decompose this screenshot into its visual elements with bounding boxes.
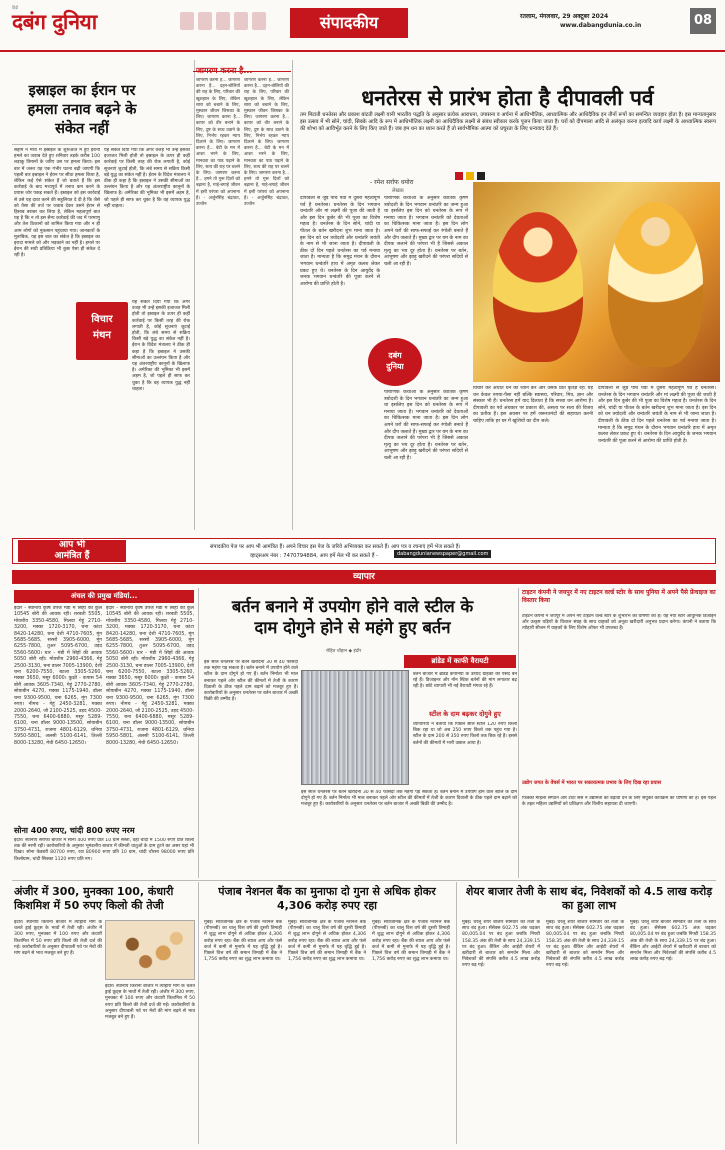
steel-utensils-photo: [301, 670, 409, 785]
pnb-col1: मुंबई। सार्वजनिक क्षेत्र के पंजाब नेशनल बैंक (पीएनबी) का चालू वित्त वर्ष की दूसरी तिमाही में शुद्ध लाभ दोगुने से अधिक होकर 4,306 करोड़ रुपए रहा। बैंक की ब्याज आय और फंसे कर्ज में कमी से मुनाफे में यह वृद्धि हुई है। पिछले वित्त वर्ष की समान तिमाही में बैंक ने 1,756 करोड़ रुपए का शुद्ध लाभ कमाया था।: [204, 920, 282, 963]
article-byline: रोहित चौहान ◆ इंदौर: [326, 649, 362, 654]
square-mark: [466, 172, 474, 180]
gold-price-headline: सोना 400 रुपए, चांदी 800 रुपए नरम: [14, 826, 135, 835]
author-name: - रमेश सर्राफ धमोरा: [370, 179, 414, 186]
invite-line1: आप भी: [58, 540, 86, 550]
dry-fruit-text: इंदौर। स्थानीय किराना बाजार में त्योहारी मांग के चलते ड्राई फ्रूट्स के भावों में तेजी रही। अंजीर में 300 रुपए, मुनक्का में 100 रुपए और कंधारी किशमिश में 50 रुपए प्रति किलो की तेजी दर्ज की गई। कारोबारियों के अनुसार दीपावली पर्व पर मेवों की मांग बढ़ने से भाव मजबूत बने हुए हैं।: [14, 920, 102, 957]
stock-col2: मुंबई। घरेलू शेयर बाजार सोमवार को तेजी के साथ बंद हुआ। सेंसेक्स 602.75 अंक चढ़कर 80,005.04 पर बंद हुआ जबकि निफ्टी 158.35 अंक की तेजी के साथ 24,339.15 पर बंद हुआ। बैंकिंग और आईटी शेयरों में खरीदारी से बाजार को समर्थन मिला और निवेशकों की संपत्ति करीब 4.5 लाख करोड़ रुपए बढ़ गई।: [546, 920, 624, 969]
column-rule: [518, 588, 519, 878]
section-banner: संपादकीय: [290, 8, 408, 38]
dhanvantari-figure: [608, 202, 703, 367]
editorial-left-col2-cont: यह संकेत दिया गया कि अगर वजह भी उन्हें इसकी इजाजत मिली होती तो इस्राइल के ऊपर ही कहीं कार्रवाई पर किसी तरह की रोक लगाती है, कोई सूचनाएं जुटाई होती, कि लंबे समय से सक्रिय किसी बड़े युद्ध का संकेत नहीं है। ईरान के विदेश मंत्रालय ने ठीक ही कहा है कि इस्राइल ने उसकी सीमाओं का उल्लंघन किया है और यह अंतरराष्ट्रीय कानूनों के खिलाफ है। अमेरिका की भूमिका भी इसमें अहम है, जो पहले ही साफ कर चुका है कि वह व्यापक युद्ध नहीं चाहता।: [132, 300, 190, 392]
pnb-col3: मुंबई। सार्वजनिक क्षेत्र के पंजाब नेशनल बैंक (पीएनबी) का चालू वित्त वर्ष की दूसरी तिमाही में शुद्ध लाभ दोगुने से अधिक होकर 4,306 करोड़ रुपए रहा। बैंक की ब्याज आय और फंसे कर्ज में कमी से मुनाफे में यह वृद्धि हुई है। पिछले वित्त वर्ष की समान तिमाही में बैंक ने 1,756 करोड़ रुपए का शुद्ध लाभ कमाया था।: [372, 920, 450, 963]
column-rule: [456, 882, 457, 1144]
dry-fruit-text-cont: इंदौर। स्थानीय किराना बाजार में त्योहारी मांग के चलते ड्राई फ्रूट्स के भावों में तेजी रही। अंजीर में 300 रुपए, मुनक्का में 100 रुपए और कंधारी किशमिश में 50 रुपए प्रति किलो की तेजी दर्ज की गई। कारोबारियों के अनुसार दीपावली पर्व पर मेवों की मांग बढ़ने से भाव मजबूत बने हुए हैं।: [105, 984, 195, 1021]
steel-price-subhead: स्टील के दाम बढ़कर दोगुने हुए: [429, 710, 501, 718]
ad-text-line1: संपादकीय पेज पर आप भी आमंत्रित हैं। अपने विचार इस पेज के जरिये अभिव्यक्त कर सकते हैं। आप पत्र व रचनाएं हमें भेज सकते हैं।: [210, 544, 461, 550]
ad-text-line2: व्हाट्सअप नंबर : 7470794884, आप हमें मेल भी कर सकते हैं -: [250, 553, 379, 559]
badge-line2: दुनिया: [386, 362, 404, 371]
steel-article-col1: इस साल धनतेरस पर बर्तन खरीदना 30 से 40 फीसदी तक महंगा पड़ सकता है। बर्तन बनाने में उपयोग होने वाले स्टील के दाम दोगुने हो गए हैं। बर्तन निर्माता भी माल बनाकर पहले ओर स्टील की कीमतों में तेजी के कारण दिवाली के ठीक पहले दाम बढ़ाने को मजबूर हुए हैं। कारोबारियों के अनुसार धनतेरस पर बर्तन बाजार में अच्छी बिक्री की उम्मीद है।: [204, 660, 298, 703]
date-line: रतलाम, मंगलवार, 29 अक्टूबर 2024: [520, 13, 609, 20]
deity-illustration: [473, 182, 720, 382]
main-col2-cont: पौराणिक कथाओं के अनुसार कार्तिक कृष्ण त्रयोदशी के दिन भगवान धन्वंतरि का जन्म हुआ था इसलिए इस दिन को धनतेरस के रूप में मनाया जाता है। भगवान धन्वंतरि को देवताओं का चिकित्सक माना जाता है। इस दिन लोग अपने घरों की साफ-सफाई कर रंगोली बनाते हैं और दीप जलाते हैं। मुख्य द्वार पर यम के नाम का दीपक जलाने की परंपरा भी है जिससे अकाल मृत्यु का भय दूर होता है। धनतेरस पर बर्तन, आभूषण और झाड़ू खरीदने की परंपरा सदियों से चली आ रही है।: [384, 390, 468, 461]
logo-tag: हिंदी: [12, 5, 19, 10]
column-rule: [198, 882, 199, 1144]
ad-email[interactable]: dabangdunianewspaper@gmail.com: [394, 550, 491, 558]
branded-text: बर्तन बाजार में ब्रांडेड कंपनियों के उत्पाद ग्राहकों की पसंद बन रहे हैं। डिजाइनर और नॉन स्टिक बर्तनों की मांग लगातार बढ़ रही है। छोटे व्यापारी भी नई वैरायटी मंगवा रहे हैं।: [413, 672, 517, 690]
invite-line2: आमंत्रित हैं: [54, 551, 90, 561]
titan-store-text: टाइटन कंपनी ने जयपुर में अपने नए टाइटन वर्ल्ड स्टोर के शुभारंभ की घोषणा की है। यह नया स्टोर आधुनिक डिजाइन और उत्कृष्ट घड़ियों के विशाल संग्रह के साथ ग्राहकों को अनूठा खरीदारी अनुभव प्रदान करेगा। कंपनी ने बताया कि त्योहारी सीजन में ग्राहकों के लिए विशेष ऑफर भी उपलब्ध हैं।: [522, 614, 716, 632]
steel-article-bottom: इस साल धनतेरस पर बर्तन खरीदना 30 से 40 फीसदी तक महंगा पड़ सकता है। बर्तन बनाने में उपयोग होने वाले स्टील के दाम दोगुने हो गए हैं। बर्तन निर्माता भी माल बनाकर पहले ओर स्टील की कीमतों में तेजी के कारण दिवाली के ठीक पहले दाम बढ़ाने को मजबूर हुए हैं। कारोबारियों के अनुसार धनतेरस पर बर्तन बाजार में अच्छी बिक्री की उम्मीद है।: [301, 790, 517, 808]
main-col1: दीपावली से जुड़े पांच पर्वों में दूसरा महत्वपूर्ण पर्व है धनतेरस। धनतेरस के दिन भगवान धन्वंतरि और मां लक्ष्मी की पूजा की जाती है और इस दिन कुबेर की भी पूजा का विशेष महत्व है। धनतेरस के दिन सोने, चांदी या पीतल के बर्तन खरीदना शुभ माना जाता है। इस दिन को धन त्रयोदशी और धन्वंतरि जयंती के नाम से भी जाना जाता है। दीपावली के ठीक दो दिन पहले धनतेरस का पर्व मनाया जाता है। मान्यता है कि समुद्र मंथन के दौरान भगवान धन्वंतरि हाथ में अमृत कलश लेकर प्रकट हुए थे। धनतेरस के दिन आयुर्वेद के जनक भगवान धन्वंतरि की पूजा करने से आरोग्य की प्राप्ति होती है।: [300, 196, 380, 287]
square-mark: [477, 172, 485, 180]
editorial-left-col1: सद्दाम ने मध्य में इस्राइल के शुरूआत में हुए ईरानी हमले का जवाब देते हुए शनिवार तड़के करीब 100 लड़ाकू विमानों के जरिए उस पर हमला किया। इस बार में जरूर यह एक गंभीर घटना बढ़ी जाएगी कि पहली बार इस्राइल ने ईरान पर सीधा हमला किया है, लेकिन कई ऐसे संकेत हैं जो बताते हैं कि इस कार्रवाई के बाद मध्यपूर्व में तनाव कम करने के प्रयास जोर पकड़ सकते हैं। इस्राइल को इस कार्रवाई से उसे यह दावा करने की सहूलियत दे दी है कि जैसे को तैसा की तर्ज पर जवाब देकर उसने ईरान से हिसाब बराबर कर लिया है, लेकिन महत्वपूर्ण बात यह है कि न तो इस सैन्य कार्रवाई की जद में परमाणु और तेल ठिकानों को शामिल किया गया और न ही आम लोगों को नुकसान पहुंचाया गया। जानकारों के मुताबिक, यह इस बात का संकेत है कि इस्राइल का इरादा मामले को और भड़काने का नहीं है। हमले पर ईरान की सधी प्रतिक्रिया भी कुछ ऐसा ही संकेत दे रही है।: [14, 148, 100, 259]
decorative-icon: [252, 12, 266, 30]
column-rule: [194, 60, 195, 530]
editorial-left-col2: यह संकेत दिया गया कि अगर वजह भी उन्हें इसकी इजाजत मिली होती तो इस्राइल के ऊपर ही कहीं कार्रवाई पर किसी तरह की रोक लगाती है, कोई सूचनाएं जुटाई होती, कि लंबे समय से सक्रिय किसी बड़े युद्ध का संकेत नहीं है। ईरान के विदेश मंत्रालय ने ठीक ही कहा है कि इस्राइल ने उसकी सीमाओं का उल्लंघन किया है और यह अंतरराष्ट्रीय कानूनों के खिलाफ है। अमेरिका की भूमिका भी इसमें अहम है, जो पहले ही साफ कर चुका है कि वह व्यापक युद्ध नहीं चाहता।: [104, 148, 190, 209]
business-section-bar: व्यापार: [12, 570, 716, 584]
steel-price-text: व्यापारियों ने बताया कि पिछले साल स्टील 120 रुपए किलो बिक रहा था जो अब 250 रुपए किलो तक पहुंच गया है। स्टील के दाम 200 से 350 रुपए किलो तक बिक रहे हैं। इससे बर्तनों की कीमतों में भारी उछाल आया है।: [413, 722, 517, 746]
steel-article-headline: बर्तन बनाने में उपयोग होने वाले स्टील के दाम दोगुने होने से महंगे हुए बर्तन: [231, 597, 474, 637]
invitation-badge: [18, 540, 126, 562]
main-col3: विचार करें अर्थात धन का ध्यान करें और उसके प्रति कृतज्ञ रहें। यह धन केवल रुपया-पैसा नहीं बल्कि स्वास्थ्य, परिवार, मित्र, ज्ञान और संस्कार भी हैं। धनतेरस हमें याद दिलाता है कि सच्चा धन आरोग्य है। दीपावली का पर्व अंधकार पर प्रकाश की, असत्य पर सत्य की विजय का प्रतीक है। इस अवसर पर हमें जरूरतमंदों की सहायता करनी चाहिए ताकि हर घर में खुशियों का दीप जले।: [473, 386, 593, 424]
lakshmi-figure: [493, 212, 583, 362]
titan-store-headline: टाइटन कंपनी ने जयपुर में नए टाइटन वर्ल्ड स्टोर के साथ पुनिया में अपने पैसे फ्रेंचाइज का विस्तार किया: [522, 589, 716, 604]
pnb-col2: मुंबई। सार्वजनिक क्षेत्र के पंजाब नेशनल बैंक (पीएनबी) का चालू वित्त वर्ष की दूसरी तिमाही में शुद्ध लाभ दोगुने से अधिक होकर 4,306 करोड़ रुपए रहा। बैंक की ब्याज आय और फंसे कर्ज में कमी से मुनाफे में यह वृद्धि हुई है। पिछले वित्त वर्ष की समान तिमाही में बैंक ने 1,756 करोड़ रुपए का शुद्ध लाभ कमाया था।: [288, 920, 366, 963]
author-role: लेखक: [392, 188, 404, 194]
decorative-icon: [180, 12, 194, 30]
poem-col1: जागरण करना है... जागरण करना है... दहन-बोलियों की राह के लिए, परिवार की खुशहाल के लिए, लेकिन सारा को बचाने के लिए, मुस्कान जीवन जिसका के लिए। जागरण करना है... कायर को वीर बनाने के लिए, दुष्ट के साथ उठाने के लिए, निर्भय रहकर न्याय दिलाने के लिए। जागरण करना है... बेटी के मन में आशा भरने के लिए, मानवता का पाठ पढ़ाने के लिए, सत्य की राह पर चलने के लिए। जागरण करना है... हमने तो गुरू दिलों को बढ़ाना है, गाहे-बगाहे जीवन में इसी परंपरा को अपनाना है। - अर्जुनसिंह चंद्रावत, उज्जैन: [196, 78, 240, 208]
header-icons: [180, 12, 280, 36]
badge-line1: दबंग: [388, 351, 402, 360]
page-number: 08: [690, 8, 716, 34]
pnb-headline: पंजाब नेशनल बैंक का मुनाफा दो गुना से अधिक होकर 4,306 करोड़ रुपए रहा: [218, 885, 436, 912]
main-col4: दीपावली से जुड़े पांच पर्वों में दूसरा महत्वपूर्ण पर्व है धनतेरस। धनतेरस के दिन भगवान धन्वंतरि और मां लक्ष्मी की पूजा की जाती है और इस दिन कुबेर की भी पूजा का विशेष महत्व है। धनतेरस के दिन सोने, चांदी या पीतल के बर्तन खरीदना शुभ माना जाता है। इस दिन को धन त्रयोदशी और धन्वंतरि जयंती के नाम से भी जाना जाता है। दीपावली के ठीक दो दिन पहले धनतेरस का पर्व मनाया जाता है। मान्यता है कि समुद्र मंथन के दौरान भगवान धन्वंतरि हाथ में अमृत कलश लेकर प्रकट हुए थे। धनतेरस के दिन आयुर्वेद के जनक भगवान धन्वंतरि की पूजा करने से आरोग्य की प्राप्ति होती है।: [598, 386, 716, 444]
dry-fruits-photo: [105, 920, 195, 980]
divider: [12, 144, 192, 145]
decorative-icon: [198, 12, 212, 30]
column-rule: [198, 588, 199, 878]
square-mark: [455, 172, 463, 180]
branded-variety-banner: ब्रांडेड में काफी वैरायटी: [404, 655, 516, 668]
mandi-col2: इंदौर - स्थानीय कृषि उपज मंडी में सिंहों की कुल 10545 बोरी की आवक रही। शरबती 5505, मोवशीय 3350-4580, मिलवा गेहूं 2710-3200, मक्का 1720-3170, चना कांटा 8420-14280, चना देशी 4710-7605, मूंग 5685-5685, सरसों 3905-6000, मूंग 6255-7800, तुअर 5095-6700, उड़द 5560-5600। धार - मंडी में सिंहों की आवक 5050 बोरी रही। मोवशीय 2960-4366, गेहूं 2500-3130, चना डालर 7005-13900, देशी चना 6200-7550, बटला 3305-5260, मक्का 3650, मसूर 6000। कुक्षी - कपास 54 बोरी आवक 3605-7340, गेहूं 2770-2780, सोयाबीन 4270, मक्का 1175-1940, डॉलर चना 9300-9500, चना 6265, मूंग 7300 रुपए। नीमच - गेहूं 2450-3281, मक्का 2000-2640, जौ 2100-2525, उड़द 4500-7550, चना 6400-6880, मसूर 5289-6100, चना डॉलर 9000-13500, सोयाबीन 3750-4731, राजमा 4801-6129, धनिया 5950-5801, अलसी 5100-6141, तिल्ली 8000-13280, मेथी 6450-12650।: [106, 606, 194, 746]
newspaper-logo: दबंग दुनिया: [12, 10, 97, 34]
gold-price-text: इंदौर। स्थानीय सराफा बाजार में सोना 400 रुपए प्रति 10 ग्राम सस्ता, वहीं चांदी में 1500 रुपए प्रति किलो तक की नरमी रही। कारोबारियों के अनुसार भूमंडलीय बाजार में कीमती धातुओं के दाम टूटने का असर यहां भी दिखा। सोना केडबरी 80700 रुपए, रवा 80900 रुपए प्रति 10 ग्राम, चांदी चौरसा 98000 रुपए प्रति किलोग्राम, चांदी सिक्का 1120 रुपए प्रति नग।: [14, 838, 194, 862]
column-rule: [292, 60, 293, 530]
industry-text: फिक्की महिला संगठन और टाटा संस ने उद्यमिता को बढ़ावा देने के लिए संयुक्त कार्यक्रम की घोषणा की है। इस पहल के तहत महिला उद्यमियों को प्रशिक्षण और वित्तीय सहायता दी जाएगी।: [522, 796, 716, 808]
decorative-icon: [234, 12, 248, 30]
website-link[interactable]: www.dabangdunia.co.in: [560, 22, 642, 29]
decorative-icon: [216, 12, 230, 30]
editorial-left-headline: इस्राइल का ईरान पर हमला तनाव बढ़ने के संकेत नहीं: [27, 83, 137, 137]
dry-fruit-headline: अंजीर में 300, मुनक्का 100, कंधारी किशमिश में 50 रुपए किलो की तेजी: [14, 885, 174, 912]
dabang-duniya-badge: [368, 338, 422, 386]
stock-col1: मुंबई। घरेलू शेयर बाजार सोमवार को तेजी के साथ बंद हुआ। सेंसेक्स 602.75 अंक चढ़कर 80,005.04 पर बंद हुआ जबकि निफ्टी 158.35 अंक की तेजी के साथ 24,339.15 पर बंद हुआ। बैंकिंग और आईटी शेयरों में खरीदारी से बाजार को समर्थन मिला और निवेशकों की संपत्ति करीब 4.5 लाख करोड़ रुपए बढ़ गई।: [462, 920, 540, 969]
main-col2: पौराणिक कथाओं के अनुसार कार्तिक कृष्ण त्रयोदशी के दिन भगवान धन्वंतरि का जन्म हुआ था इसलिए इस दिन को धनतेरस के रूप में मनाया जाता है। भगवान धन्वंतरि को देवताओं का चिकित्सक माना जाता है। इस दिन लोग अपने घरों की साफ-सफाई कर रंगोली बनाते हैं और दीप जलाते हैं। मुख्य द्वार पर यम के नाम का दीपक जलाने की परंपरा भी है जिससे अकाल मृत्यु का भय दूर होता है। धनतेरस पर बर्तन, आभूषण और झाड़ू खरीदने की परंपरा सदियों से चली आ रही है।: [384, 196, 468, 267]
stock-col3: मुंबई। घरेलू शेयर बाजार सोमवार को तेजी के साथ बंद हुआ। सेंसेक्स 602.75 अंक चढ़कर 80,005.04 पर बंद हुआ जबकि निफ्टी 158.35 अंक की तेजी के साथ 24,339.15 पर बंद हुआ। बैंकिंग और आईटी शेयरों में खरीदारी से बाजार को समर्थन मिला और निवेशकों की संपत्ति करीब 4.5 लाख करोड़ रुपए बढ़ गई।: [630, 920, 716, 963]
mandi-box-header: अंचल की प्रमुख मंडियां...: [14, 590, 194, 603]
poem-title: जागरण करना है...: [196, 66, 253, 75]
vichar-manthan-badge: [76, 302, 128, 360]
stock-market-headline: शेयर बाजार तेजी के साथ बंद, निवेशकों को 4.5 लाख करोड़ का हुआ लाभ: [465, 885, 713, 912]
main-intro: तम मिटाती धनतेरस और प्रकाश बांटती लक्ष्मी यानी भारतीय पद्धति के अनुसार प्रत्येक आराधना, उपासना व अर्चना में आधिभौतिक, आध्यात्मिक और आधिदैविक इन तीनों रूपों का समन्वित व्यवहार होता है। इस मान्यतानुसार इस उत्सव में भी सोने, चांदी, सिक्के आदि के रूप में आधिभौतिक लक्ष्मी का आधिदैविक लक्ष्मी से संबंध स्वीकार करके पूजन किया जाता है। घरों को दीपमाला आदि से अलंकृत करना इत्यादि कार्य लक्ष्मी के आध्यात्मिक स्वरूप की शोभा को आविर्भूत करने के लिए किए जाते हैं। जब हम धन का ध्यान करते हैं तो सार्वभौमिक आत्मा को प्रचुरता के लिए धन्यवाद देते हैं।: [300, 112, 716, 132]
divider: [12, 880, 716, 881]
vichar-label: विचार: [91, 314, 113, 325]
mandi-col1: इंदौर - स्थानीय कृषि उपज मंडी में सिंहों की कुल 10545 बोरी की आवक रही। शरबती 5505, मोवशीय 3350-4580, मिलवा गेहूं 2710-3200, मक्का 1720-3170, चना कांटा 8420-14280, चना देशी 4710-7605, मूंग 5685-5685, सरसों 3905-6000, मूंग 6255-7800, तुअर 5095-6700, उड़द 5560-5600। धार - मंडी में सिंहों की आवक 5050 बोरी रही। मोवशीय 2960-4366, गेहूं 2500-3130, चना डालर 7005-13900, देशी चना 6200-7550, बटला 3305-5260, मक्का 3650, मसूर 6000। कुक्षी - कपास 54 बोरी आवक 3605-7340, गेहूं 2770-2780, सोयाबीन 4270, मक्का 1175-1940, डॉलर चना 9300-9500, चना 6265, मूंग 7300 रुपए। नीमच - गेहूं 2450-3281, मक्का 2000-2640, जौ 2100-2525, उड़द 4500-7550, चना 6400-6880, मसूर 5289-6100, चना डॉलर 9000-13500, सोयाबीन 3750-4731, राजमा 4801-6129, धनिया 5950-5801, अलसी 5100-6141, तिल्ली 8000-13280, मेथी 6450-12650।: [14, 606, 102, 746]
main-headline: धनतेरस से प्रारंभ होता है दीपावली पर्व: [361, 86, 654, 110]
manthan-label: मंथन: [93, 330, 111, 341]
poem-col2: जागरण करना है... जागरण करना है... दहन-बोलियों की राह के लिए, परिवार की खुशहाल के लिए, लेकिन सारा को बचाने के लिए, मुस्कान जीवन जिसका के लिए। जागरण करना है... कायर को वीर बनाने के लिए, दुष्ट के साथ उठाने के लिए, निर्भय रहकर न्याय दिलाने के लिए। जागरण करना है... बेटी के मन में आशा भरने के लिए, मानवता का पाठ पढ़ाने के लिए, सत्य की राह पर चलने के लिए। जागरण करना है... हमने तो गुरू दिलों को बढ़ाना है, गाहे-बगाहे जीवन में इसी परंपरा को अपनाना है। - अर्जुनसिंह चंद्रावत, उज्जैन: [244, 78, 289, 208]
industry-headline: उद्योग जगत के वेंचर्स में भारत पर सकारात्मक प्रभाव के लिए दिख रहा प्रयास: [522, 780, 662, 786]
